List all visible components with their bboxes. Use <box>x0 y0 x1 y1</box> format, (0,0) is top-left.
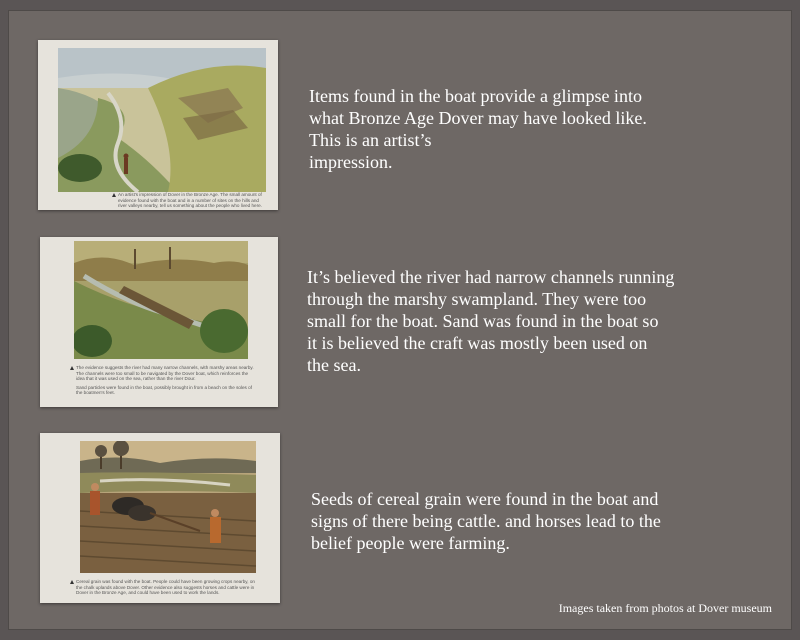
caption-marker-icon <box>70 580 74 584</box>
caption-farming <box>76 579 256 596</box>
description-bronze-age-dover: Items found in the boat provide a glimpse into what Bronze Age Dover may have looked like. This is an artist’s impression. <box>309 86 647 172</box>
photo-credit: Images taken from photos at Dover museum <box>558 601 772 615</box>
caption-marker-icon <box>70 366 74 370</box>
caption-bronze-age-dover <box>118 192 263 209</box>
caption-marker-icon <box>112 193 116 197</box>
painting-ploughing-field <box>80 441 256 573</box>
caption-river-channels <box>76 365 256 396</box>
caption-text-2: Sand particles were found in the boat, possibly brought in from a beach on the soles of the boatmen's feet. <box>76 384 252 396</box>
painting-coastal-landscape <box>58 48 266 192</box>
caption-text: An artist's impression of Dover in the Bronze Age. The small amount of evidence found with the boat and in a number of sites on the hills and river valleys nearby, tell us something about the people who lived here. <box>118 192 262 209</box>
photo-bronze-age-dover <box>38 40 278 210</box>
photo-farming <box>40 433 280 603</box>
description-river-channels: It’s believed the river had narrow channels running through the marshy swampland. They were too small for the boat. Sand was found in the boat so it is believed the craft was mostly been used on the sea. <box>307 267 675 375</box>
caption-text: Cereal grain was found with the boat. People could have been growing crops nearby, on the chalk uplands above Dover. Other evidence also suggests horses and cattle were in Dover in the Bronze Age, and could have been used to work the lands. <box>76 579 255 596</box>
photo-river-channels <box>40 237 278 407</box>
caption-text: The evidence suggests the river had many narrow channels, with marshy areas nearby. The channels were too small to be navigated by the Dover boat, which reinforces the idea that it was used on the sea, rather than the river Dour. <box>76 365 254 382</box>
description-farming: Seeds of cereal grain were found in the boat and signs of there being cattle. and horses lead to the belief people were farming. <box>311 489 661 553</box>
painting-marshy-river <box>74 241 248 359</box>
museum-board <box>8 10 792 630</box>
